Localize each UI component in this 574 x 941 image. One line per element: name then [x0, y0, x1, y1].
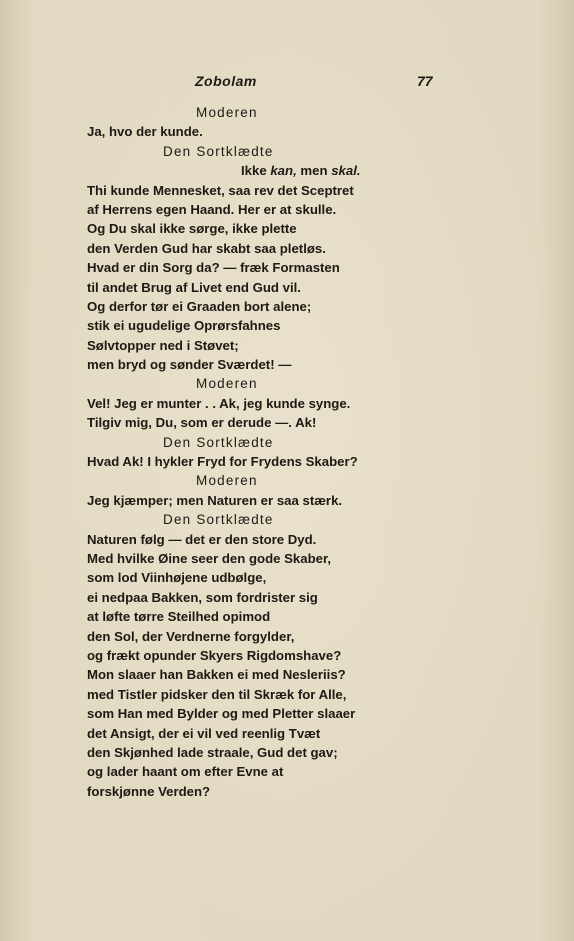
emphasis: kan,: [270, 163, 297, 179]
verse-line: Tilgiv mig, Du, som er derude —. Ak!: [87, 415, 317, 431]
verse-line: den Skjønhed lade straale, Gud det gav;: [87, 744, 338, 760]
verse-line: Ja, hvo der kunde.: [87, 124, 203, 140]
verse-line: at løfte tørre Steilhed opimod: [87, 609, 271, 625]
verse-line: Jeg kjæmper; men Naturen er saa stærk.: [87, 492, 343, 508]
speaker-name: Moderen: [196, 376, 258, 392]
verse-line: Og derfor tør ei Graaden bort alene;: [87, 298, 312, 314]
verse-line: den Sol, der Verdnerne forgylder,: [87, 628, 295, 644]
speaker-name: Moderen: [196, 473, 258, 489]
speaker-name: Den Sortklædte: [163, 512, 274, 528]
verse-line: og lader haant om efter Evne at: [87, 764, 284, 780]
verse-fragment: Ikke: [241, 163, 271, 179]
verse-line: det Ansigt, der ei vil ved reenlig Tvæt: [87, 725, 321, 741]
verse-line: [0, 161, 574, 180]
play-text: [0, 103, 574, 801]
verse-line: Hvad Ak! I hykler Fryd for Frydens Skaber?: [87, 454, 358, 470]
verse-line: som Han med Bylder og med Pletter slaaer: [87, 706, 356, 722]
page-header: [0, 73, 574, 93]
verse-line: Sølvtopper ned i Støvet;: [87, 337, 239, 353]
verse-line: af Herrens egen Haand. Her er at skulle.: [87, 201, 337, 217]
verse-fragment: men: [296, 163, 332, 179]
verse-line: Thi kunde Mennesket, saa rev det Sceptret: [87, 182, 354, 198]
page-number: 77: [417, 73, 433, 89]
verse-line: ei nedpaa Bakken, som fordrister sig: [87, 589, 318, 605]
speaker-name: Den Sortklædte: [163, 434, 274, 450]
verse-line: Hvad er din Sorg da? — fræk Formasten: [87, 260, 340, 276]
verse-line: Naturen følg — det er den store Dyd.: [87, 531, 317, 547]
speaker-name: Moderen: [196, 105, 258, 120]
verse-line: den Verden Gud har skabt saa pletløs.: [87, 240, 326, 256]
verse-line: forskjønne Verden?: [87, 783, 211, 799]
verse-line: Mon slaaer han Bakken ei med Nesleriis?: [87, 667, 346, 683]
verse-line: med Tistler pidsker den til Skræk for Alle,: [87, 686, 347, 702]
verse-line: til andet Brug af Livet end Gud vil.: [87, 279, 301, 295]
speaker-name: Den Sortklædte: [163, 143, 274, 159]
running-title: Zobolam: [195, 73, 257, 89]
verse-line: som lod Viinhøjene udbølge,: [87, 570, 267, 586]
verse-line: Med hvilke Øine seer den gode Skaber,: [87, 550, 332, 566]
verse-line: Og Du skal ikke sørge, ikke plette: [87, 221, 297, 237]
verse-line: men bryd og sønder Sværdet! —: [87, 357, 292, 373]
verse-line: Vel! Jeg er munter . . Ak, jeg kunde synge.: [87, 395, 351, 411]
verse-line: og frækt opunder Skyers Rigdomshave?: [87, 647, 342, 663]
emphasis: skal.: [331, 163, 361, 179]
verse-line: stik ei ugudelige Oprørsfahnes: [87, 318, 281, 334]
